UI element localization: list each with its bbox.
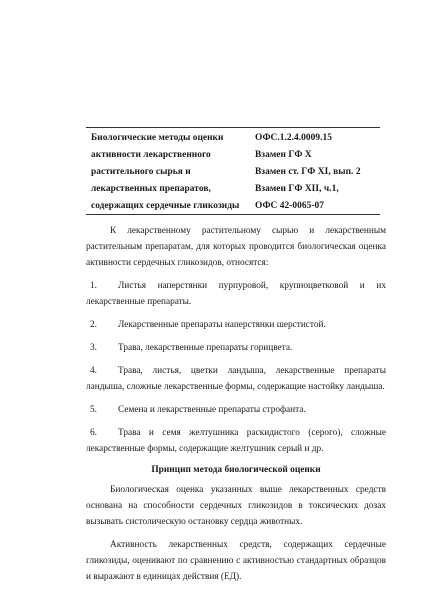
list-item (86, 363, 386, 395)
body-paragraph: Активность лекарственных средств, содержащих сердечные гликозиды, оценивают по сравнению с активностью стандартных образцов и выражают в единицах действия (ЕД). (86, 540, 386, 582)
article-title-line: растительного сырья и (91, 167, 191, 177)
list-item-number: 6. (90, 428, 97, 438)
article-title-line: содержащих сердечные гликозиды (91, 201, 240, 211)
replaces-line: ОФС 42-0065-07 (255, 201, 325, 211)
list-item (86, 402, 386, 418)
list-item (86, 340, 386, 356)
list-item-text: Трава, листья, цветки ландыша, лекарственные препараты ландыша, сложные лекарственные формы, содержащие настойку ландыша. (86, 366, 386, 392)
list-item (86, 317, 386, 333)
article-title-line: активности лекарственного (91, 150, 211, 160)
replaces-line: Взамен ГФ XII, ч.1, (255, 184, 339, 194)
article-code-block (255, 130, 385, 215)
list-item-text: Трава, лекарственные препараты горицвета. (118, 343, 293, 353)
document-body (86, 223, 386, 592)
list-item-text: Семена и лекарственные препараты строфанта. (118, 405, 306, 415)
list-item-number: 2. (90, 320, 97, 330)
list-item-text: Лекарственные препараты наперстянки шерстистой. (118, 320, 326, 330)
replaces-line: Взамен ст. ГФ XI, вып. 2 (255, 167, 361, 177)
article-title-line: лекарственных препаратов, (91, 184, 211, 194)
list-item-number: 4. (90, 366, 97, 376)
list-item-number: 5. (90, 405, 97, 415)
header-bottom-rule (86, 214, 380, 215)
header-top-rule (86, 127, 380, 128)
body-paragraph: Биологическая оценка указанных выше лекарственных средств основана на способности сердечных гликозидов в токсических дозах вызывать систолическую остановку сердца животных. (86, 485, 386, 527)
list-item (86, 425, 386, 457)
intro-paragraph: К лекарственному растительному сырью и лекарственным растительным препаратам, для которых проводится биологическая оценка активности сердечных гликозидов, относятся: (86, 226, 386, 268)
list-item-text: Трава и семя желтушника раскидистого (серого), сложные лекарственные формы, содержащие желтушник серый и др. (86, 428, 386, 454)
list-item-text: Листья наперстянки пурпуровой, крупноцветковой и их лекарственные препараты. (86, 281, 386, 307)
article-code: ОФС.1.2.4.0009.15 (255, 133, 332, 143)
list-item-number: 3. (90, 343, 97, 353)
list-item (86, 278, 386, 310)
section-heading: Принцип метода биологической оценки (151, 465, 321, 475)
article-title-line: Биологические методы оценки (91, 133, 224, 143)
list-item-number: 1. (90, 281, 97, 291)
replaces-line: Взамен ГФ X (255, 150, 312, 160)
article-title-block (91, 130, 261, 215)
